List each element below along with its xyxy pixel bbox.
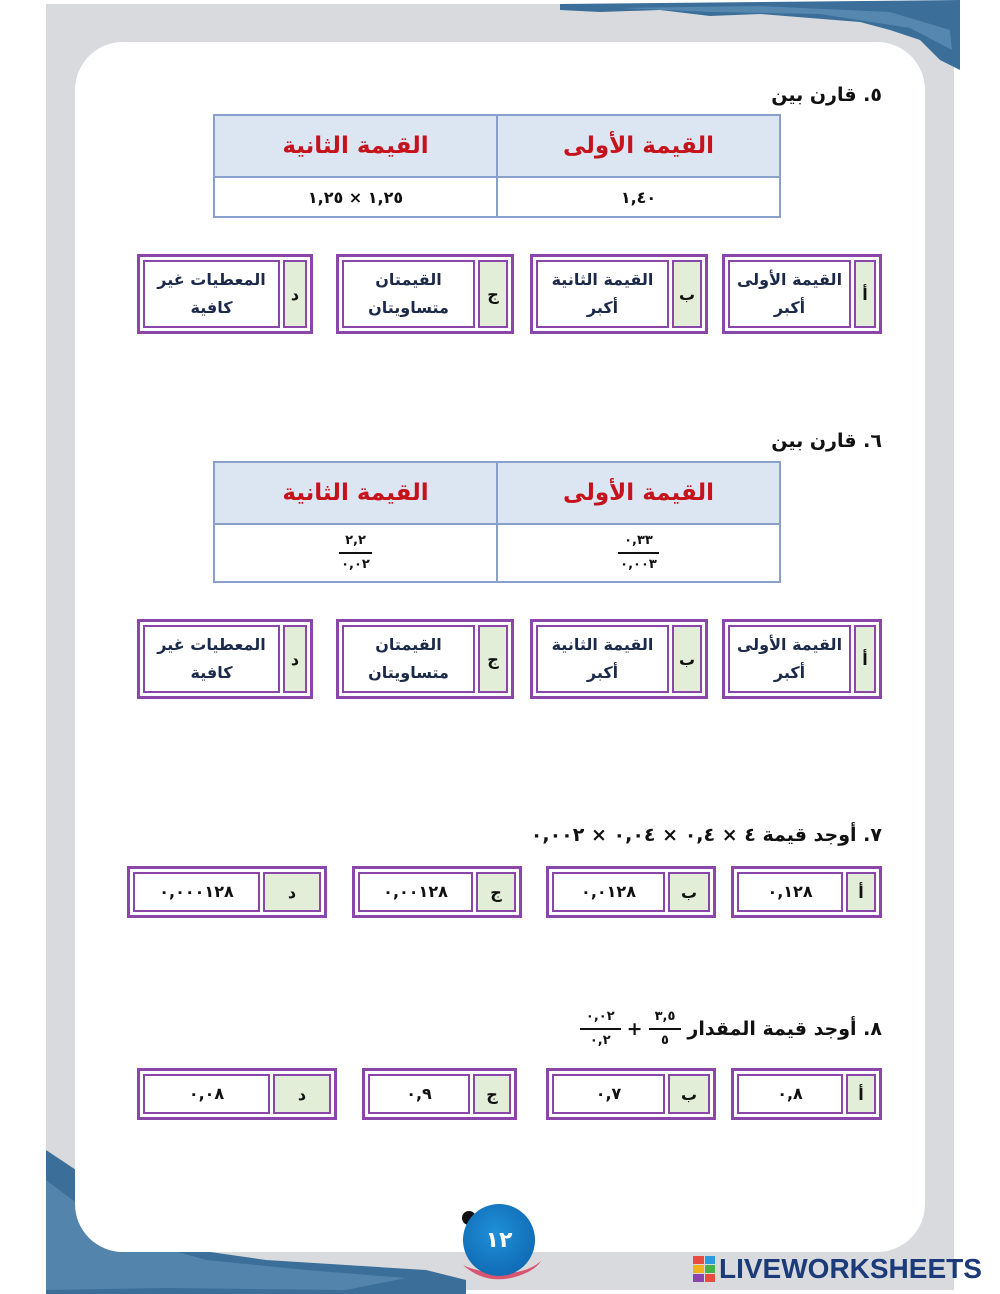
option-letter: ب (672, 625, 702, 693)
option-text: ٠,٩ (368, 1074, 470, 1114)
q7-option-a[interactable] (731, 866, 882, 918)
option-letter: ب (668, 872, 710, 912)
option-text: المعطيات غير كافية (143, 625, 280, 693)
q5-comparison-table (213, 114, 781, 218)
q6-header-second: القيمة الثانية (214, 462, 497, 524)
liveworksheets-watermark (693, 1252, 982, 1286)
q8-title-text: ٨. أوجد قيمة المقدار (687, 1018, 882, 1040)
option-letter: أ (854, 625, 876, 693)
liveworksheets-text: LIVEWORKSHEETS (719, 1253, 982, 1284)
q8-option-b[interactable] (546, 1068, 716, 1120)
q8-option-d[interactable] (137, 1068, 337, 1120)
q5-option-a[interactable] (722, 254, 882, 334)
option-text: المعطيات غير كافية (143, 260, 280, 328)
q8-plus-sign: + (626, 1018, 643, 1040)
option-letter: أ (846, 872, 876, 912)
option-letter: د (273, 1074, 331, 1114)
q6-option-a[interactable] (722, 619, 882, 699)
q5-header-second: القيمة الثانية (214, 115, 497, 177)
q6-option-d[interactable] (137, 619, 313, 699)
q7-option-c[interactable] (352, 866, 522, 918)
question-5-title: ٥. قارن بين (771, 84, 882, 106)
q5-option-d[interactable] (137, 254, 313, 334)
q8-fraction-1: $\frac{٣,٥}{٥}$ (649, 1008, 682, 1050)
q6-header-first: القيمة الأولى (497, 462, 780, 524)
option-letter: د (263, 872, 321, 912)
option-letter: أ (846, 1074, 876, 1114)
option-letter: ج (478, 625, 508, 693)
option-text: ٠,١٢٨ (737, 872, 843, 912)
q6-option-b[interactable] (530, 619, 708, 699)
q5-value-second: ١,٢٥ × ١,٢٥ (214, 177, 497, 217)
option-text: ٠,٠١٢٨ (552, 872, 665, 912)
q6-value-first (497, 524, 780, 582)
option-text: ٠,٠٠٠١٢٨ (133, 872, 260, 912)
option-text: القيمتان متساويتان (342, 260, 475, 328)
option-letter: ج (473, 1074, 511, 1114)
q6-option-c[interactable] (336, 619, 514, 699)
q6-second-fraction: $\frac{٢,٢}{٠,٠٢}$ (339, 532, 372, 574)
option-letter: ج (478, 260, 508, 328)
option-letter: أ (854, 260, 876, 328)
q8-option-a[interactable] (731, 1068, 882, 1120)
liveworksheets-logo-icon (693, 1256, 715, 1282)
option-text: ٠,٧ (552, 1074, 665, 1114)
q5-header-first: القيمة الأولى (497, 115, 780, 177)
option-text: القيمة الأولى أكبر (728, 260, 851, 328)
option-letter: د (283, 260, 307, 328)
question-8-title (580, 1008, 882, 1050)
option-text: القيمة الأولى أكبر (728, 625, 851, 693)
option-text: القيمة الثانية أكبر (536, 625, 669, 693)
question-7-title: ٧. أوجد قيمة ٤ × ٠,٤ × ٠,٠٤ × ٠,٠٠٢ (530, 824, 882, 846)
q8-fraction-2: $\frac{٠,٠٢}{٠,٢}$ (580, 1008, 621, 1050)
option-letter: ب (672, 260, 702, 328)
q7-option-b[interactable] (546, 866, 716, 918)
q6-first-fraction: $\frac{٠,٣٣}{٠,٠٠٣}$ (618, 532, 659, 574)
option-text: القيمتان متساويتان (342, 625, 475, 693)
option-text: القيمة الثانية أكبر (536, 260, 669, 328)
q6-value-second (214, 524, 497, 582)
option-text: ٠,٠٠١٢٨ (358, 872, 473, 912)
question-6-title: ٦. قارن بين (771, 430, 882, 452)
q5-option-b[interactable] (530, 254, 708, 334)
option-letter: ج (476, 872, 516, 912)
q5-option-c[interactable] (336, 254, 514, 334)
q6-comparison-table (213, 461, 781, 583)
option-letter: د (283, 625, 307, 693)
q7-option-d[interactable] (127, 866, 327, 918)
q8-option-c[interactable] (362, 1068, 517, 1120)
q5-value-first: ١,٤٠ (497, 177, 780, 217)
option-text: ٠,٨ (737, 1074, 843, 1114)
option-letter: ب (668, 1074, 710, 1114)
page-number: ١٢ (463, 1204, 535, 1276)
option-text: ٠,٠٨ (143, 1074, 270, 1114)
